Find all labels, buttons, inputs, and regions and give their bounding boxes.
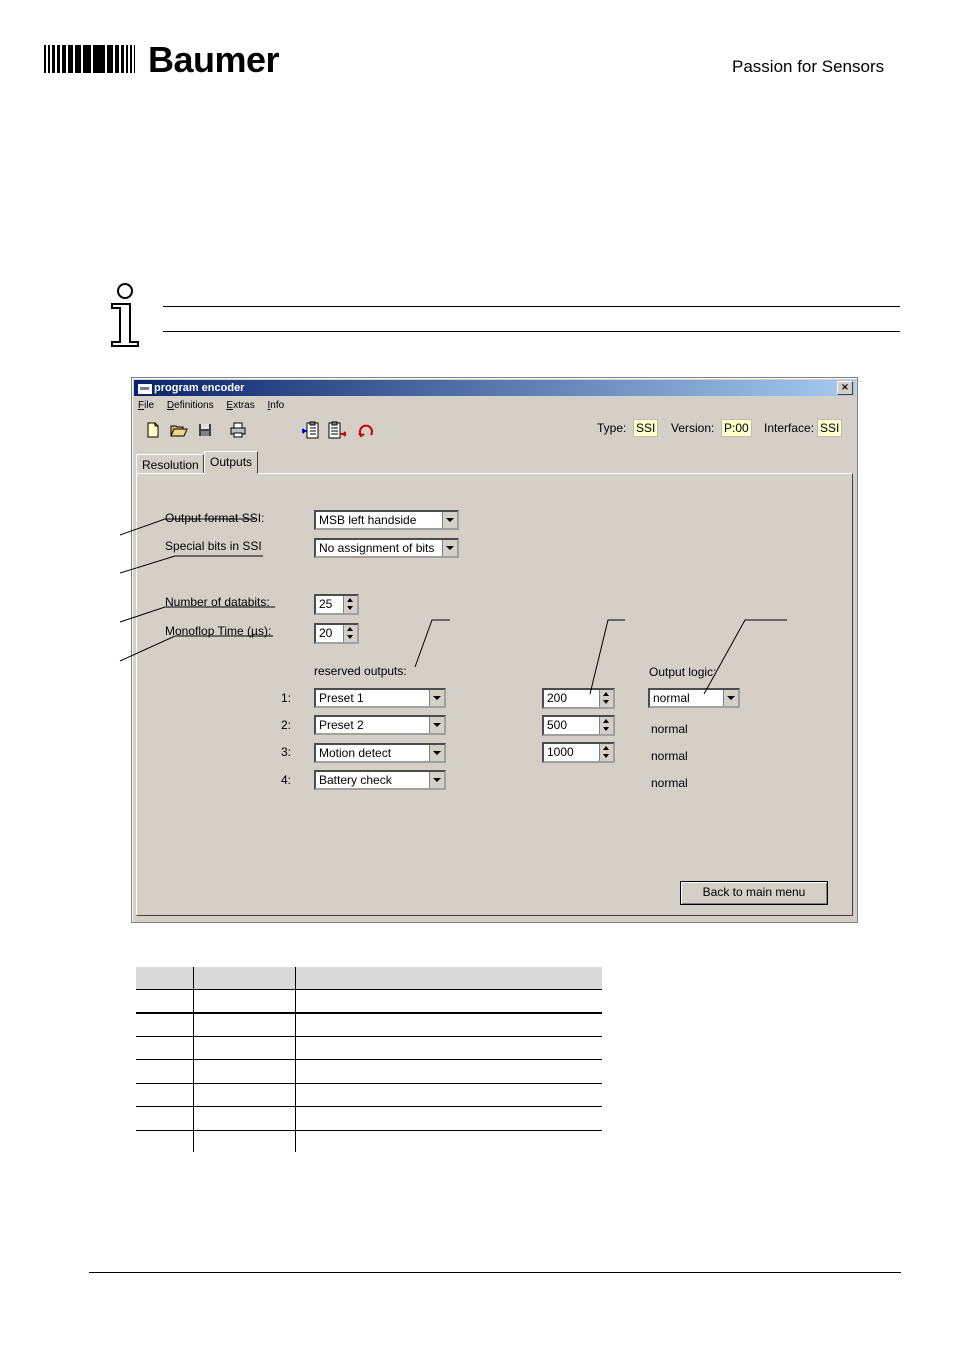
output-4-function-select[interactable] [314,770,446,790]
output-2-function-select[interactable] [314,715,446,735]
chevron-down-icon[interactable] [442,540,457,556]
monoflop-label: Monoflop Time (µs): [165,624,272,638]
note-rule-top [163,306,900,307]
app-icon [137,383,153,395]
table-row-rule [136,1059,602,1060]
output-3-function-value: Motion detect [319,746,392,760]
output-1-value-stepper[interactable] [542,688,615,709]
output-index: 2: [281,718,292,732]
monoflop-stepper[interactable] [314,623,359,644]
output-format-value: MSB left handside [319,513,417,527]
back-to-main-menu-button[interactable]: Back to main menu [680,881,828,905]
note-rule-bottom [163,331,900,332]
output-logic-label: Output logic: [649,665,717,679]
table-row-rule [136,1130,602,1131]
brand-name: Baumer [148,39,280,80]
output-3-logic-value: normal [651,749,688,763]
menu-extras[interactable]: Extras [226,400,255,411]
output-1-function-select[interactable] [314,688,446,708]
output-2-value: 500 [547,718,568,732]
menu-file[interactable]: File [138,400,155,411]
tab-resolution[interactable]: Resolution [136,454,204,474]
menu-definitions[interactable]: Definitions [166,400,214,411]
chevron-down-icon[interactable] [429,690,444,706]
interface-label: Interface: [764,421,815,435]
table-row-rule [136,1012,602,1014]
monoflop-value: 20 [319,626,333,640]
chevron-down-icon[interactable] [429,745,444,761]
output-3-value-stepper[interactable] [542,742,615,763]
output-1-function-value: Preset 1 [319,691,364,705]
output-2-value-stepper[interactable] [542,715,615,736]
version-value: P:00 [721,419,752,437]
print-icon[interactable] [229,421,247,439]
databits-stepper[interactable] [314,594,359,615]
output-2-logic-value: normal [651,722,688,736]
output-index: 1: [281,691,292,705]
interface-value: SSI [817,419,842,437]
output-1-value: 200 [547,691,568,705]
databits-value: 25 [319,597,333,611]
output-index: 4: [281,773,292,787]
output-3-value: 1000 [547,745,574,759]
table-row-rule [136,1106,602,1107]
write-encoder-icon[interactable] [328,421,346,439]
output-4-function-value: Battery check [319,773,392,787]
baumer-logo-mark [44,45,136,73]
open-folder-icon[interactable] [170,421,188,439]
special-bits-label: Special bits in SSI [165,539,262,553]
output-format-label: Output format SSI: [165,511,265,525]
output-1-logic-value: normal [653,691,690,705]
reserved-outputs-label: reserved outputs: [314,664,407,678]
special-bits-value: No assignment of bits [319,541,435,555]
databits-label: Number of databits: [165,595,270,609]
program-encoder-window [131,377,858,923]
brand-slogan: Passion for Sensors [732,57,885,76]
special-bits-select[interactable] [314,538,459,558]
output-4-logic-value: normal [651,776,688,790]
table-column-rule [295,967,296,1152]
output-1-logic-select[interactable] [648,688,740,708]
table-row-rule [136,1036,602,1037]
reset-icon[interactable] [357,421,375,439]
save-disk-icon[interactable] [196,421,214,439]
type-label: Type: [597,421,627,435]
output-index: 3: [281,745,292,759]
window-title: program encoder [154,382,245,394]
footer-rule [89,1272,901,1273]
menu-bar [138,398,294,414]
title-bar[interactable] [134,380,855,396]
table-row-rule [136,989,602,990]
chevron-down-icon[interactable] [723,690,738,706]
chevron-down-icon[interactable] [442,512,457,528]
output-2-function-value: Preset 2 [319,718,364,732]
output-format-select[interactable] [314,510,459,530]
chevron-down-icon[interactable] [429,717,444,733]
type-value: SSI [633,419,658,437]
chevron-down-icon[interactable] [429,772,444,788]
close-button[interactable]: × [837,381,853,395]
menu-info[interactable]: Info [267,400,285,411]
table-header [136,967,602,989]
table-column-rule [193,967,194,1152]
table-row-rule [136,1083,602,1084]
output-3-function-select[interactable] [314,743,446,763]
version-label: Version: [671,421,715,435]
read-encoder-icon[interactable] [302,421,320,439]
info-icon [108,282,142,348]
new-file-icon[interactable] [144,421,162,439]
tab-outputs[interactable]: Outputs [204,451,258,474]
